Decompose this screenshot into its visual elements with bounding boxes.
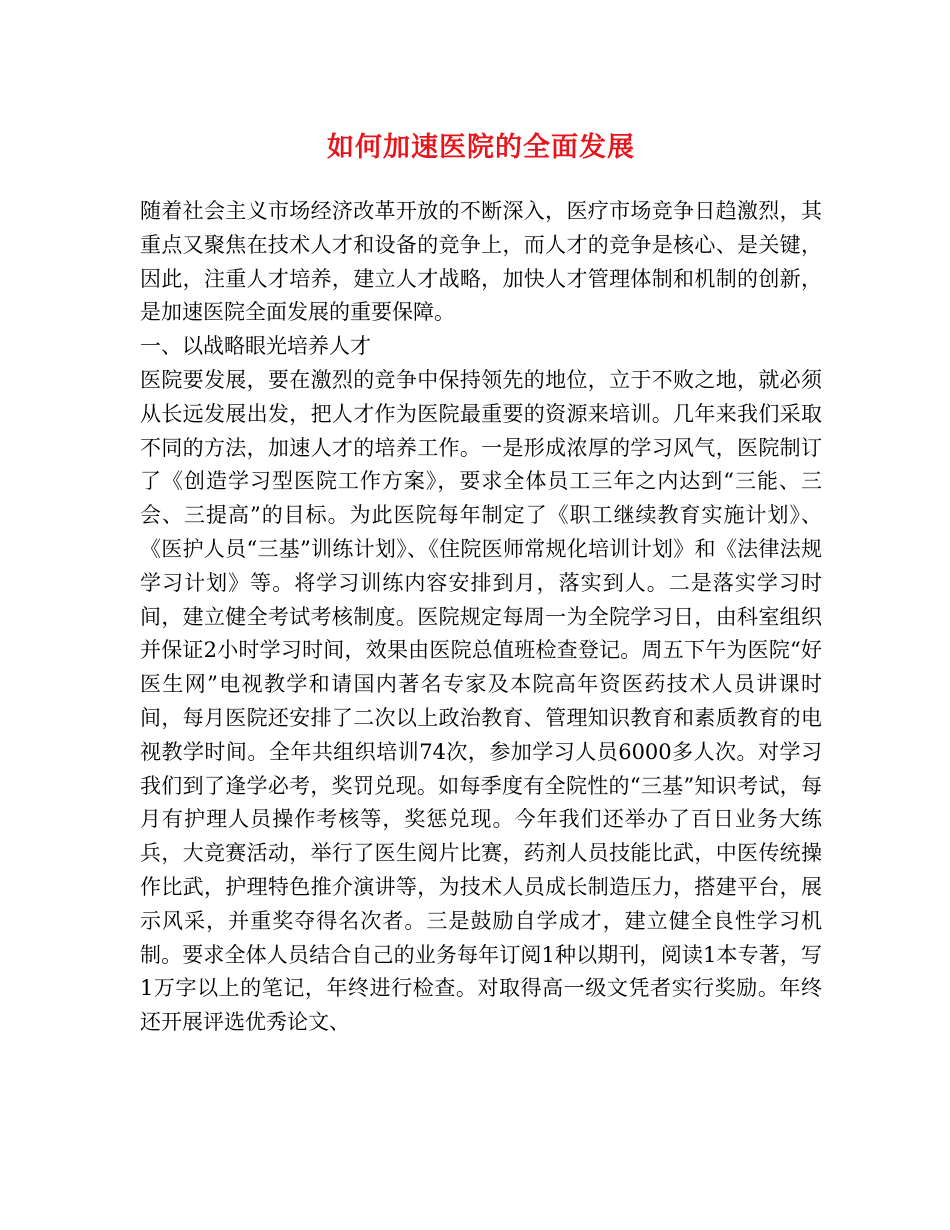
section-paragraph: 医院要发展，要在激烈的竞争中保持领先的地位，立于不败之地，就必须从长远发展出发，把人才作为医院最重要的资源来培训。几年来我们采取不同的方法，加速人才的培养工作。一是形成浓厚的学习风气，医院制订了《创造学习型医院工作方案》，要求全体员工三年之内达到“三能、三会、三提高”的目标。为此医院每年制定了《职工继续教育实施计划》、《医护人员“三基”训练计划》、《住院医师常规化培训计划》和《法律法规学习计划》等。将学习训练内容安排到月，落实到人。二是落实学习时间，建立健全考试考核制度。医院规定每周一为全院学习日，由科室组织并保证2小时学习时间，效果由医院总值班检查登记。周五下午为医院“好医生网”电视教学和请国内著名专家及本院高年资医药技术人员讲课时间，每月医院还安排了二次以上政治教育、管理知识教育和素质教育的电视教学时间。全年共组织培训74次，参加学习人员6000多人次。对学习我们到了逢学必考，奖罚兑现。如每季度有全院性的“三基”知识考试，每月有护理人员操作考核等，奖惩兑现。今年我们还举办了百日业务大练兵，大竞赛活动，举行了医生阅片比赛，药剂人员技能比武，中医传统操作比武，护理特色推介演讲等，为技术人员成长制造压力，搭建平台，展示风采，并重奖夺得名次者。三是鼓励自学成才，建立健全良性学习机制。要求全体人员结合自己的业务每年订阅1种以期刊，阅读1本专著，写1万字以上的笔记，年终进行检查。对取得高一级文凭者实行奖励。年终还开展评选优秀论文、 xyxy=(140,367,822,1035)
section-heading: 一、以战略眼光培养人才 xyxy=(140,334,371,359)
document-title: 如何加速医院的全面发展 xyxy=(327,132,635,163)
intro-paragraph: 随着社会主义市场经济改革开放的不断深入，医疗市场竞争日趋激烈，其重点又聚焦在技术人才和设备的竞争上，而人才的竞争是核心、是关键，因此，注重人才培养，建立人才战略，加快人才管理体制和机制的创新，是加速医院全面发展的重要保障。 xyxy=(140,199,822,325)
document-body xyxy=(140,195,822,1040)
